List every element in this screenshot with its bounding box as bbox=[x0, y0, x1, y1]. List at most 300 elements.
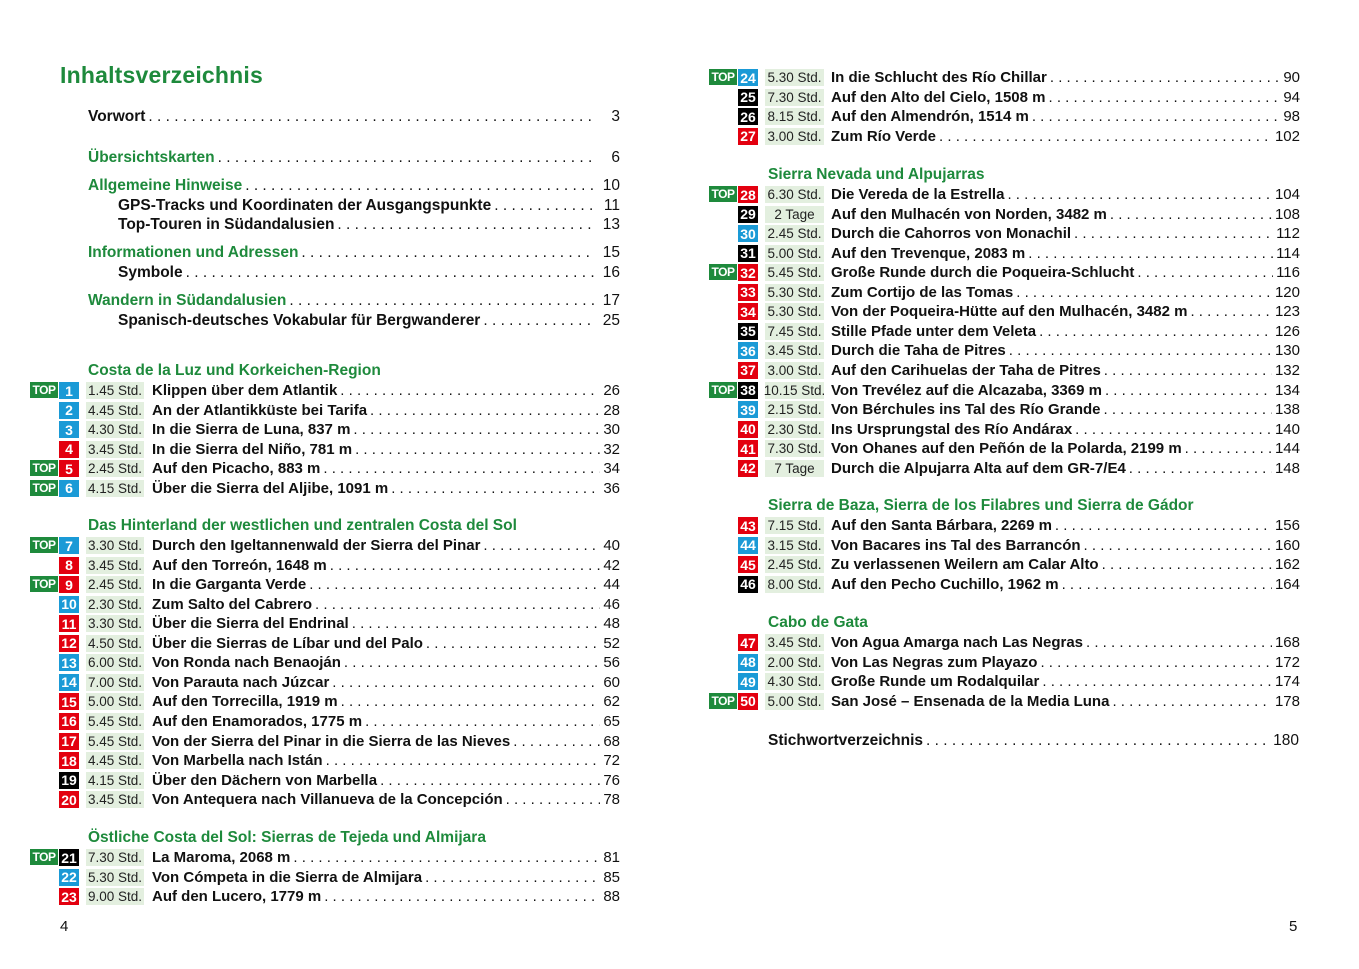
tour-title-line bbox=[831, 536, 1300, 555]
leader-dots bbox=[309, 576, 600, 593]
tour-row[interactable] bbox=[680, 107, 1300, 126]
tour-page: 46 bbox=[603, 595, 620, 613]
tour-title-line bbox=[152, 732, 620, 751]
tour-title: An der Atlantikküste bei Tarifa bbox=[152, 401, 368, 419]
tour-title: Große Runde durch die Poqueira-Schlucht bbox=[831, 264, 1135, 282]
toc-entry[interactable] bbox=[88, 243, 620, 263]
tour-title: Von Trevélez auf die Alcazaba, 3369 m bbox=[831, 381, 1102, 399]
tour-number-badge: 4 bbox=[59, 441, 79, 458]
tour-number-badge: 42 bbox=[738, 460, 758, 477]
tour-title-line bbox=[152, 440, 620, 459]
tour-row[interactable] bbox=[680, 322, 1300, 341]
tour-title-line bbox=[831, 672, 1300, 691]
toc-entry-page: 16 bbox=[602, 264, 620, 281]
duration-label: 9.00 Std. bbox=[87, 889, 143, 905]
tour-title: Durch den Igeltannenwald der Sierra del Pinar bbox=[152, 537, 481, 554]
tour-row[interactable] bbox=[0, 401, 620, 420]
tour-row[interactable] bbox=[0, 420, 620, 439]
duration-label: 4.45 Std. bbox=[87, 402, 143, 418]
tour-title: Über den Dächern von Marbella bbox=[152, 771, 378, 789]
tour-page: 88 bbox=[603, 888, 620, 906]
tour-title-line bbox=[152, 868, 620, 887]
tour-title-line bbox=[831, 361, 1300, 380]
duration-label: 8.00 Std. bbox=[765, 576, 824, 593]
tour-title-line bbox=[831, 516, 1300, 535]
tour-title: Von der Poqueira-Hütte auf den Mulhacén, 3482 m bbox=[831, 303, 1188, 321]
leader-dots bbox=[513, 733, 600, 750]
tour-page: 90 bbox=[1283, 69, 1300, 86]
tour-title: Über die Sierras de Líbar und del Palo bbox=[152, 634, 423, 652]
tour-page: 48 bbox=[603, 615, 620, 633]
tour-title: Von Ohanes auf den Peñón de la Polarda, 2199 m bbox=[831, 440, 1182, 458]
tour-number-badge: 48 bbox=[738, 654, 758, 671]
duration-label: 3.45 Std. bbox=[765, 634, 824, 651]
leader-dots bbox=[344, 654, 600, 671]
duration-label: 7.15 Std. bbox=[765, 517, 824, 534]
tour-page: 65 bbox=[603, 712, 620, 730]
duration-label: 5.00 Std. bbox=[765, 245, 824, 262]
tour-title: Von Parauta nach Júzcar bbox=[152, 673, 330, 691]
leader-dots bbox=[1074, 225, 1273, 242]
tour-page: 178 bbox=[1274, 692, 1300, 710]
tour-row[interactable] bbox=[680, 653, 1300, 672]
toc-entry[interactable] bbox=[118, 196, 620, 216]
tour-title: Durch die Cahorros von Monachil bbox=[831, 225, 1072, 243]
tour-row[interactable] bbox=[680, 536, 1300, 555]
tour-title-line bbox=[831, 341, 1300, 360]
duration-label: 5.00 Std. bbox=[87, 694, 143, 710]
toc-entry-page: 17 bbox=[602, 292, 620, 309]
tour-page: 114 bbox=[1276, 244, 1300, 262]
tour-title-line bbox=[152, 401, 620, 420]
tour-number-badge: 17 bbox=[59, 733, 79, 750]
tour-page: 130 bbox=[1274, 342, 1300, 360]
tour-row[interactable] bbox=[0, 790, 620, 809]
toc-entry-label: Symbole bbox=[118, 264, 183, 281]
tour-row[interactable] bbox=[0, 381, 620, 400]
leader-dots bbox=[352, 615, 601, 632]
tour-row[interactable] bbox=[680, 205, 1300, 224]
tour-row[interactable] bbox=[0, 595, 620, 614]
leader-dots bbox=[1104, 362, 1272, 379]
leader-dots bbox=[293, 849, 600, 866]
tour-page: 126 bbox=[1274, 322, 1300, 340]
tour-row[interactable] bbox=[680, 516, 1300, 535]
leader-dots bbox=[365, 713, 600, 730]
tour-row[interactable] bbox=[680, 575, 1300, 594]
tour-title: Stille Pfade unter dem Veleta bbox=[831, 322, 1037, 340]
tour-row[interactable] bbox=[680, 224, 1300, 243]
tour-page: 116 bbox=[1276, 264, 1300, 282]
tour-number-badge: 1 bbox=[59, 382, 79, 399]
tour-page: 102 bbox=[1274, 127, 1300, 145]
toc-entry[interactable] bbox=[88, 148, 620, 168]
tour-row[interactable] bbox=[0, 868, 620, 887]
tour-page: 60 bbox=[603, 673, 620, 691]
tour-row[interactable] bbox=[680, 420, 1300, 439]
tour-title-line bbox=[831, 68, 1300, 87]
leader-dots bbox=[218, 149, 595, 167]
tour-page: 78 bbox=[603, 791, 620, 809]
leader-dots bbox=[148, 108, 595, 126]
top-badge: TOP bbox=[709, 693, 737, 709]
top-badge: TOP bbox=[30, 382, 58, 398]
toc-entry-label: Spanisch-deutsches Vokabular für Bergwanderer bbox=[118, 312, 481, 329]
leader-dots bbox=[1084, 537, 1272, 554]
tour-number-badge: 18 bbox=[59, 752, 79, 769]
page-number-left: 4 bbox=[60, 918, 69, 935]
tour-number-badge: 23 bbox=[59, 888, 79, 905]
section-heading: Östliche Costa del Sol: Sierras de Tejeda und Almijara bbox=[88, 829, 486, 846]
toc-entry-label: Vorwort bbox=[88, 108, 146, 125]
leader-dots bbox=[1055, 517, 1272, 534]
tour-page: 94 bbox=[1283, 88, 1300, 106]
tour-number-badge: 22 bbox=[59, 869, 79, 886]
top-badge: TOP bbox=[30, 849, 58, 865]
leader-dots bbox=[1086, 634, 1272, 651]
tour-page: 81 bbox=[603, 849, 620, 866]
tour-row[interactable] bbox=[0, 653, 620, 672]
tour-page: 112 bbox=[1276, 225, 1300, 243]
tour-title-line bbox=[831, 263, 1300, 282]
tour-page: 36 bbox=[603, 479, 620, 497]
tour-number-badge: 33 bbox=[738, 284, 758, 301]
leader-dots bbox=[1105, 382, 1272, 399]
tour-row[interactable] bbox=[680, 381, 1300, 400]
duration-label: 7.45 Std. bbox=[765, 323, 824, 340]
leader-dots bbox=[926, 732, 1270, 750]
tour-row[interactable] bbox=[680, 68, 1300, 87]
duration-label: 7.30 Std. bbox=[765, 89, 824, 106]
tour-page: 144 bbox=[1274, 440, 1300, 458]
leader-dots bbox=[1129, 460, 1272, 477]
tour-title-line bbox=[831, 302, 1300, 321]
tour-number-badge: 41 bbox=[738, 440, 758, 457]
tour-row[interactable] bbox=[0, 692, 620, 711]
tour-row[interactable] bbox=[680, 88, 1300, 107]
tour-row[interactable] bbox=[0, 634, 620, 653]
tour-title-line bbox=[831, 322, 1300, 341]
tour-row[interactable] bbox=[0, 556, 620, 575]
tour-title: Durch die Alpujarra Alta auf dem GR-7/E4 bbox=[831, 459, 1126, 477]
tour-title-line bbox=[152, 634, 620, 653]
tour-row[interactable] bbox=[0, 771, 620, 790]
tour-title: Von Las Negras zum Playazo bbox=[831, 653, 1038, 671]
tour-page: 104 bbox=[1274, 186, 1300, 203]
top-badge: TOP bbox=[30, 537, 58, 553]
duration-label: 3.45 Std. bbox=[87, 557, 143, 573]
leader-dots bbox=[1016, 284, 1272, 301]
tour-title: Von Ronda nach Benaoján bbox=[152, 654, 341, 672]
duration-label: 5.30 Std. bbox=[765, 284, 824, 301]
tour-title: Auf den Torreón, 1648 m bbox=[152, 556, 327, 574]
tour-title-line bbox=[831, 653, 1300, 672]
duration-label: 3.30 Std. bbox=[87, 616, 143, 632]
tour-title: Zum Salto del Cabrero bbox=[152, 595, 313, 613]
tour-row[interactable] bbox=[0, 673, 620, 692]
leader-dots bbox=[1009, 342, 1272, 359]
tour-title-line bbox=[831, 88, 1300, 107]
tour-number-badge: 35 bbox=[738, 323, 758, 340]
index-entry-label: Stichwortverzeichnis bbox=[768, 732, 924, 749]
duration-label: 2.45 Std. bbox=[765, 225, 824, 242]
leader-dots bbox=[289, 292, 595, 310]
tour-title: In die Schlucht des Río Chillar bbox=[831, 69, 1047, 86]
duration-label: 2.00 Std. bbox=[765, 654, 824, 671]
leader-dots bbox=[330, 557, 601, 574]
tour-row[interactable] bbox=[680, 633, 1300, 652]
toc-entry-label: Wandern in Südandalusien bbox=[88, 292, 287, 309]
leader-dots bbox=[483, 312, 595, 330]
tour-title-line bbox=[152, 595, 620, 614]
tour-title: Von Bérchules ins Tal des Río Grande bbox=[831, 401, 1101, 419]
duration-label: 2.45 Std. bbox=[87, 577, 143, 593]
duration-label: 4.45 Std. bbox=[87, 753, 143, 769]
tour-title-line bbox=[152, 479, 620, 498]
tour-page: 123 bbox=[1274, 303, 1300, 321]
top-badge: TOP bbox=[30, 576, 58, 592]
duration-label: 3.30 Std. bbox=[87, 538, 143, 553]
tour-row[interactable] bbox=[680, 692, 1300, 711]
tour-page: 134 bbox=[1274, 381, 1300, 399]
tour-row[interactable] bbox=[680, 555, 1300, 574]
tour-page: 138 bbox=[1274, 401, 1300, 419]
index-entry[interactable] bbox=[768, 731, 1299, 751]
tour-row[interactable] bbox=[680, 439, 1300, 458]
top-badge: TOP bbox=[709, 382, 737, 398]
tour-row[interactable] bbox=[680, 400, 1300, 419]
tour-row[interactable] bbox=[680, 185, 1300, 204]
tour-number-badge: 6 bbox=[59, 480, 79, 497]
section-heading: Costa de la Luz und Korkeichen-Region bbox=[88, 362, 381, 379]
tour-title: In die Sierra del Niño, 781 m bbox=[152, 440, 353, 458]
tour-row[interactable] bbox=[680, 302, 1300, 321]
duration-label: 4.15 Std. bbox=[87, 772, 143, 788]
leader-dots bbox=[1190, 303, 1272, 320]
tour-title-line bbox=[152, 536, 620, 555]
tour-row[interactable] bbox=[680, 672, 1300, 691]
toc-entry-page: 3 bbox=[611, 108, 620, 125]
duration-label: 4.15 Std. bbox=[87, 480, 143, 496]
duration-label: 7.30 Std. bbox=[87, 850, 143, 865]
tour-page: 34 bbox=[603, 460, 620, 478]
tour-number-badge: 15 bbox=[59, 693, 79, 710]
leader-dots bbox=[355, 441, 600, 458]
duration-label: 6.30 Std. bbox=[765, 186, 824, 203]
duration-label: 8.15 Std. bbox=[765, 108, 824, 125]
tour-title-line bbox=[831, 107, 1300, 126]
tour-page: 32 bbox=[603, 440, 620, 458]
tour-row[interactable] bbox=[680, 244, 1300, 263]
tour-title-line bbox=[831, 244, 1300, 263]
tour-row[interactable] bbox=[0, 848, 620, 867]
tour-row[interactable] bbox=[0, 440, 620, 459]
duration-label: 5.30 Std. bbox=[87, 869, 143, 885]
tour-title: Ins Ursprungstal des Río Andárax bbox=[831, 420, 1073, 438]
leader-dots bbox=[1048, 89, 1280, 106]
duration-label: 5.00 Std. bbox=[765, 693, 824, 710]
top-badge: TOP bbox=[30, 460, 58, 476]
tour-title-line bbox=[831, 575, 1300, 594]
tour-number-badge: 50 bbox=[738, 693, 758, 710]
tour-row[interactable] bbox=[0, 712, 620, 731]
tour-title: Über die Sierra del Aljibe, 1091 m bbox=[152, 479, 389, 497]
toc-entry[interactable] bbox=[88, 176, 620, 196]
tour-number-badge: 27 bbox=[738, 128, 758, 145]
tour-title: Über die Sierra del Endrinal bbox=[152, 615, 349, 633]
tour-page: 28 bbox=[603, 401, 620, 419]
tour-number-badge: 30 bbox=[738, 225, 758, 242]
tour-page: 164 bbox=[1274, 575, 1300, 593]
leader-dots bbox=[426, 635, 600, 652]
tour-title: Auf den Torrecilla, 1919 m bbox=[152, 693, 338, 711]
duration-label: 2 Tage bbox=[765, 206, 824, 223]
tour-number-badge: 20 bbox=[59, 791, 79, 808]
tour-row[interactable] bbox=[0, 575, 620, 594]
leader-dots bbox=[483, 537, 600, 554]
tour-title: Von Marbella nach Istán bbox=[152, 752, 323, 770]
tour-title: Auf den Mulhacén von Norden, 3482 m bbox=[831, 205, 1107, 223]
toc-entry-page: 13 bbox=[602, 216, 620, 233]
tour-title-line bbox=[152, 751, 620, 770]
leader-dots bbox=[1042, 673, 1272, 690]
tour-page: 52 bbox=[603, 634, 620, 652]
tour-row[interactable] bbox=[680, 341, 1300, 360]
leader-dots bbox=[1028, 245, 1273, 262]
tour-number-badge: 8 bbox=[59, 557, 79, 574]
duration-label: 4.30 Std. bbox=[87, 422, 143, 438]
tour-title-line bbox=[831, 205, 1300, 224]
tour-title-line bbox=[831, 283, 1300, 302]
leader-dots bbox=[1102, 556, 1272, 573]
leader-dots bbox=[315, 596, 600, 613]
tour-page: 148 bbox=[1274, 459, 1300, 477]
tour-row[interactable] bbox=[0, 459, 620, 478]
tour-row[interactable] bbox=[680, 263, 1300, 282]
tour-title: In die Garganta Verde bbox=[152, 576, 307, 594]
tour-row[interactable] bbox=[0, 536, 620, 555]
toc-entry[interactable] bbox=[88, 107, 620, 127]
tour-row[interactable] bbox=[0, 751, 620, 770]
tour-page: 40 bbox=[603, 537, 620, 554]
leader-dots bbox=[494, 197, 595, 215]
duration-label: 5.45 Std. bbox=[765, 264, 824, 281]
duration-label: 4.30 Std. bbox=[765, 673, 824, 690]
right-page bbox=[680, 0, 1359, 969]
section-heading: Das Hinterland der westlichen und zentralen Costa del Sol bbox=[88, 517, 517, 534]
tour-row[interactable] bbox=[680, 127, 1300, 146]
tour-title: Klippen über dem Atlantik bbox=[152, 382, 338, 399]
page-title: Inhaltsverzeichnis bbox=[60, 62, 264, 88]
tour-title: San José – Ensenada de la Media Luna bbox=[831, 692, 1110, 710]
leader-dots bbox=[1075, 421, 1272, 438]
leader-dots bbox=[353, 421, 600, 438]
toc-entry[interactable] bbox=[118, 215, 620, 235]
tour-number-badge: 36 bbox=[738, 342, 758, 359]
duration-label: 2.45 Std. bbox=[87, 461, 143, 477]
tour-page: 132 bbox=[1274, 361, 1300, 379]
tour-title: Die Vereda de la Estrella bbox=[831, 186, 1005, 203]
duration-label: 7.30 Std. bbox=[765, 440, 824, 457]
tour-title: Auf den Picacho, 883 m bbox=[152, 460, 321, 478]
duration-label: 3.45 Std. bbox=[87, 441, 143, 457]
duration-label: 7.00 Std. bbox=[87, 674, 143, 690]
tour-row[interactable] bbox=[0, 479, 620, 498]
tour-page: 140 bbox=[1274, 420, 1300, 438]
leader-dots bbox=[506, 791, 601, 808]
tour-page: 174 bbox=[1274, 673, 1300, 691]
leader-dots bbox=[391, 480, 600, 497]
leader-dots bbox=[301, 244, 595, 262]
tour-title-line bbox=[152, 381, 620, 400]
toc-entry[interactable] bbox=[118, 311, 620, 331]
duration-label: 2.15 Std. bbox=[765, 401, 824, 418]
tour-number-badge: 38 bbox=[738, 382, 758, 399]
top-badge: TOP bbox=[709, 186, 737, 202]
toc-entry[interactable] bbox=[118, 263, 620, 283]
leader-dots bbox=[1137, 264, 1273, 281]
tour-number-badge: 29 bbox=[738, 206, 758, 223]
tour-title-line bbox=[152, 692, 620, 711]
duration-label: 6.00 Std. bbox=[87, 655, 143, 671]
duration-label: 3.45 Std. bbox=[87, 792, 143, 808]
tour-page: 26 bbox=[603, 382, 620, 399]
tour-number-badge: 21 bbox=[59, 849, 79, 866]
tour-title-line bbox=[152, 575, 620, 594]
tour-row[interactable] bbox=[0, 887, 620, 906]
tour-row[interactable] bbox=[680, 283, 1300, 302]
toc-entry[interactable] bbox=[88, 291, 620, 311]
tour-row[interactable] bbox=[0, 614, 620, 633]
duration-label: 10.15 Std. bbox=[763, 382, 826, 398]
toc-entry-label: Allgemeine Hinweise bbox=[88, 177, 243, 194]
tour-row[interactable] bbox=[0, 732, 620, 751]
section-heading: Sierra Nevada und Alpujarras bbox=[768, 166, 985, 183]
tour-page: 44 bbox=[603, 576, 620, 594]
tour-title: Auf den Santa Bárbara, 2269 m bbox=[831, 517, 1052, 534]
page-number-right: 5 bbox=[1289, 918, 1298, 935]
tour-title: In die Sierra de Luna, 837 m bbox=[152, 421, 351, 439]
tour-title: Von Cómpeta in die Sierra de Almijara bbox=[152, 868, 423, 886]
toc-entry-label: Informationen und Adressen bbox=[88, 244, 299, 261]
tour-title: Zum Cortijo de las Tomas bbox=[831, 283, 1014, 301]
tour-page: 108 bbox=[1274, 205, 1300, 223]
tour-title: Von der Sierra del Pinar in die Sierra de las Nieves bbox=[152, 732, 511, 750]
tour-title: Auf den Trevenque, 2083 m bbox=[831, 244, 1026, 262]
tour-title-line bbox=[831, 692, 1300, 711]
tour-title: Große Runde um Rodalquilar bbox=[831, 673, 1040, 691]
tour-title-line bbox=[152, 459, 620, 478]
leader-dots bbox=[324, 888, 600, 905]
leader-dots bbox=[1007, 186, 1272, 203]
tour-page: 156 bbox=[1274, 517, 1300, 534]
tour-number-badge: 24 bbox=[738, 69, 758, 86]
tour-title: La Maroma, 2068 m bbox=[152, 849, 291, 866]
tour-row[interactable] bbox=[680, 459, 1300, 478]
tour-title-line bbox=[831, 439, 1300, 458]
tour-page: 172 bbox=[1274, 653, 1300, 671]
toc-entry-page: 11 bbox=[603, 197, 620, 214]
tour-title: Auf den Carihuelas der Taha de Pitres bbox=[831, 361, 1101, 379]
tour-title-line bbox=[831, 224, 1300, 243]
tour-row[interactable] bbox=[680, 361, 1300, 380]
tour-title: Von Antequera nach Villanueva de la Concepción bbox=[152, 791, 503, 809]
tour-number-badge: 25 bbox=[738, 89, 758, 106]
tour-title-line bbox=[152, 887, 620, 906]
leader-dots bbox=[1104, 401, 1272, 418]
leader-dots bbox=[1039, 323, 1272, 340]
tour-title: Durch die Taha de Pitres bbox=[831, 342, 1006, 360]
